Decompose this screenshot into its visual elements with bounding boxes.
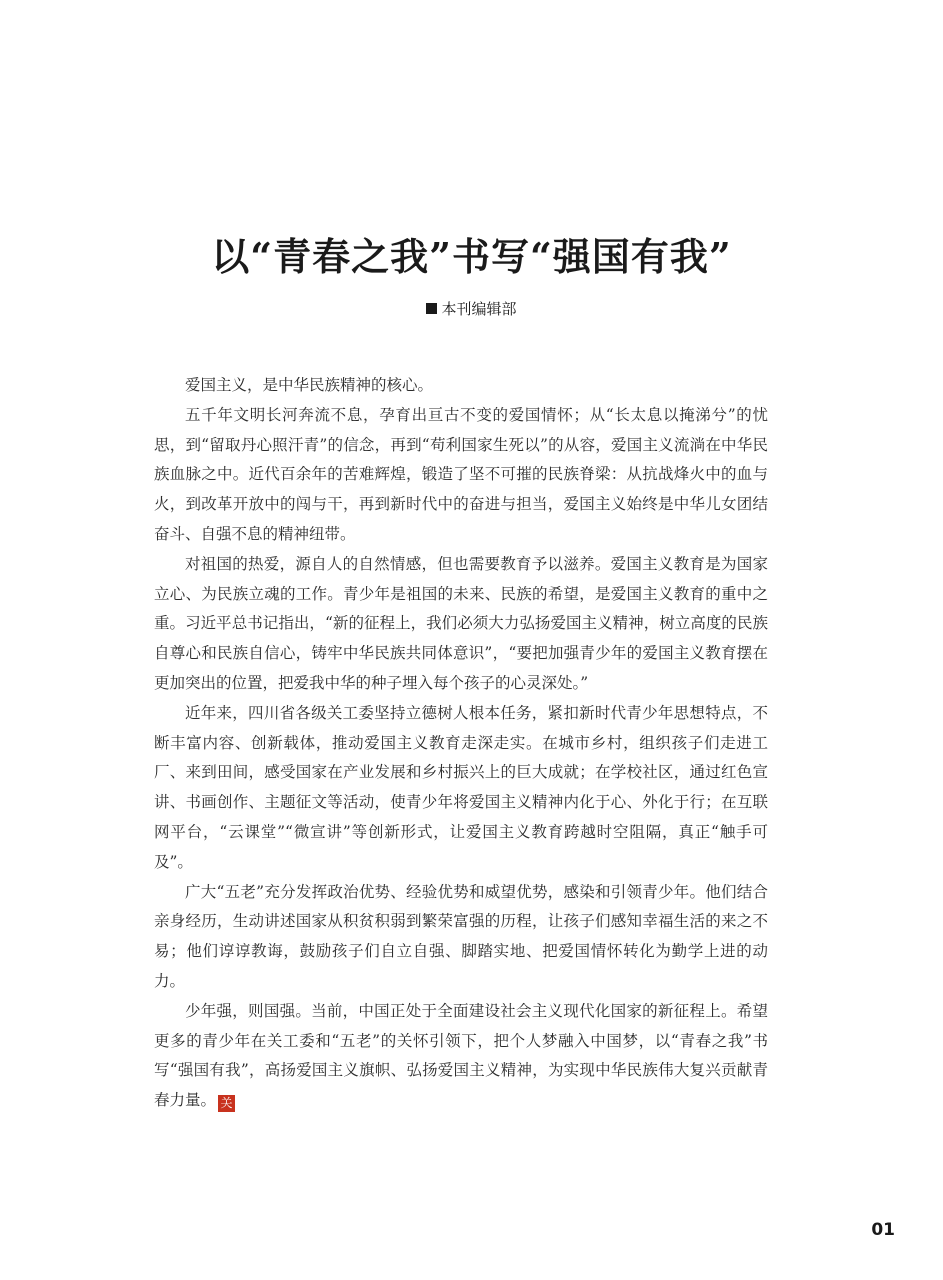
paragraph-4: 近年来，四川省各级关工委坚持立德树人根本任务，紧扣新时代青少年思想特点，不断丰富内容、创新载体，推动爱国主义教育走深走实。在城市乡村，组织孩子们走进工厂、来到田间，感受国家在产业发展和乡村振兴上的巨大成就；在学校社区，通过红色宣讲、书画创作、主题征文等活动，使青少年将爱国主义精神内化于心、外化于行；在互联网平台，“云课堂”“微宣讲”等创新形式，让爱国主义教育跨越时空阻隔，真正“触手可及”。	[154, 703, 768, 871]
paragraph-3: 对祖国的热爱，源自人的自然情感，但也需要教育予以滋养。爱国主义教育是为国家立心、为民族立魂的工作。青少年是祖国的未来、民族的希望，是爱国主义教育的重中之重。习近平总书记指出，“新的征程上，我们必须大力弘扬爱国主义精神，树立高度的民族自尊心和民族自信心，铸牢中华民族共同体意识”，“要把加强青少年的爱国主义教育摆在更加突出的位置，把爱我中华的种子埋入每个孩子的心灵深处。”	[154, 554, 768, 692]
article-body	[154, 371, 768, 1116]
paragraph-6-text: 少年强，则国强。当前，中国正处于全面建设社会主义现代化国家的新征程上。希望更多的青少年在关工委和“五老”的关怀引领下，把个人梦融入中国梦，以“青春之我”书写“强国有我”，高扬爱国主义旗帜、弘扬爱国主义精神，为实现中华民族伟大复兴贡献青春力量。	[154, 1001, 768, 1110]
paragraph-1: 爱国主义，是中华民族精神的核心。	[185, 376, 434, 394]
paragraph-2: 五千年文明长河奔流不息，孕育出亘古不变的爱国情怀；从“长太息以掩涕兮”的忧思，到“留取丹心照汗青”的信念，再到“苟利国家生死以”的从容，爱国主义流淌在中华民族血脉之中。近代百余年的苦难辉煌，锻造了坚不可摧的民族脊梁：从抗战烽火中的血与火，到改革开放中的闯与干，再到新时代中的奋进与担当，爱国主义始终是中华儿女团结奋斗、自强不息的精神纽带。	[154, 405, 768, 543]
black-square-icon	[426, 303, 437, 314]
article-title: 以“青春之我”书写“强国有我”	[211, 234, 732, 279]
page-number: 01	[871, 1220, 895, 1240]
paragraph-5: 广大“五老”充分发挥政治优势、经验优势和威望优势，感染和引领青少年。他们结合亲身经历，生动讲述国家从积贫积弱到繁荣富强的历程，让孩子们感知幸福生活的来之不易；他们谆谆教诲，鼓励孩子们自立自强、脚踏实地、把爱国情怀转化为勤学上进的动力。	[154, 882, 768, 990]
byline-text: 本刊编辑部	[441, 300, 517, 318]
paragraph-6	[154, 997, 768, 1116]
end-mark-icon: 关	[218, 1095, 235, 1112]
byline	[0, 297, 943, 321]
